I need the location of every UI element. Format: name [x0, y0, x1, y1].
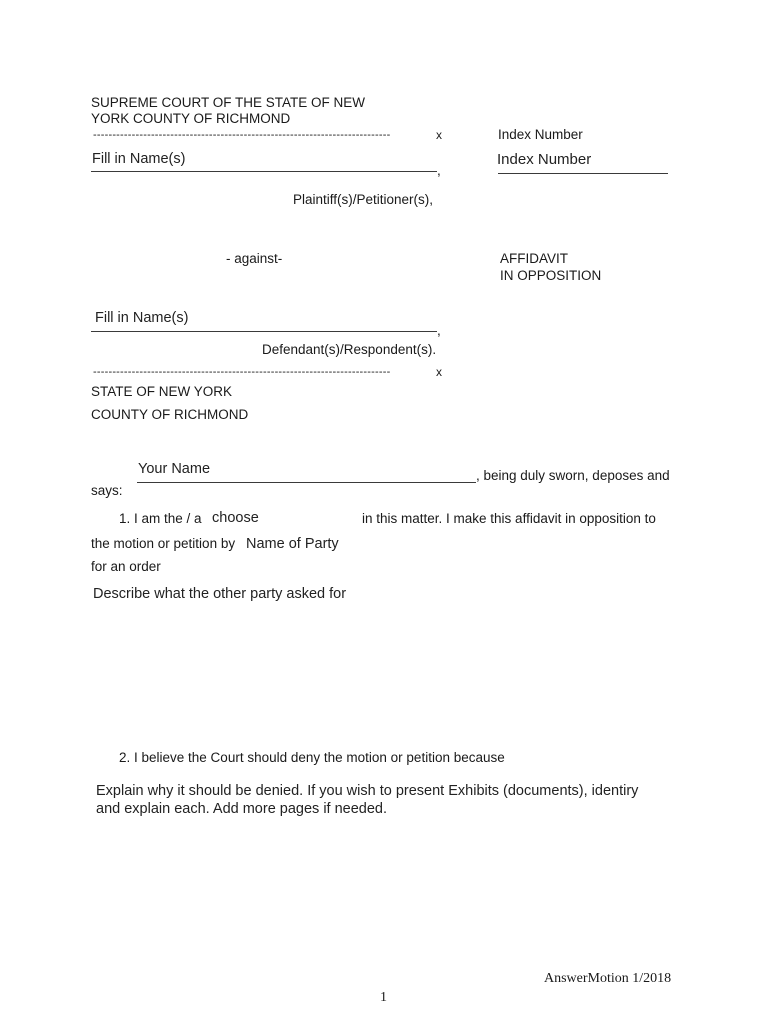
venue-county: COUNTY OF RICHMOND — [91, 407, 249, 422]
party-name-field[interactable]: Name of Party — [246, 536, 339, 552]
defendant-name-underline — [91, 331, 437, 332]
court-name-line-2: YORK COUNTY OF RICHMOND — [91, 111, 291, 126]
index-number-field[interactable]: Index Number — [497, 151, 592, 168]
affidavit-title-line-1: AFFIDAVIT — [500, 251, 569, 266]
para1-for-an-order: for an order — [91, 559, 161, 574]
sworn-text: , being duly sworn, deposes and — [476, 468, 670, 483]
affidavit-title-line-2: IN OPPOSITION — [500, 268, 602, 283]
index-number-underline — [498, 173, 668, 174]
form-id: AnswerMotion 1/2018 — [544, 971, 672, 986]
plaintiff-line-comma: , — [437, 163, 441, 178]
court-name-line-1: SUPREME COURT OF THE STATE OF NEW — [91, 95, 366, 110]
index-number-label: Index Number — [498, 127, 583, 142]
para2-text: 2. I believe the Court should deny the motion or petition because — [119, 750, 505, 765]
defendant-label: Defendant(s)/Respondent(s). — [262, 342, 437, 357]
defendant-line-comma: , — [437, 323, 441, 338]
para1-line2-prefix: the motion or petition by — [91, 536, 236, 551]
deponent-name-field[interactable]: Your Name — [138, 461, 211, 477]
role-select-field[interactable]: choose — [212, 510, 259, 526]
caption-separator-bottom: ----------------------------------------------------------------------------- — [93, 366, 391, 378]
against-text: - against- — [226, 251, 283, 266]
venue-state: STATE OF NEW YORK — [91, 384, 233, 399]
caption-separator-top: ----------------------------------------------------------------------------- — [93, 129, 391, 141]
defendant-name-field[interactable]: Fill in Name(s) — [95, 310, 189, 326]
plaintiff-name-underline — [91, 171, 437, 172]
says-text: says: — [91, 483, 123, 498]
denial-explanation-line-2[interactable]: and explain each. Add more pages if needed. — [96, 801, 388, 817]
order-description-field[interactable]: Describe what the other party asked for — [93, 586, 347, 602]
deponent-name-underline — [137, 482, 476, 483]
para1-middle-text: in this matter. I make this affidavit in opposition to — [362, 511, 656, 526]
denial-explanation-line-1[interactable]: Explain why it should be denied. If you wish to present Exhibits (documents), identiry — [96, 783, 639, 799]
plaintiff-label: Plaintiff(s)/Petitioner(s), — [293, 192, 434, 207]
page-number: 1 — [380, 990, 387, 1005]
plaintiff-name-field[interactable]: Fill in Name(s) — [92, 151, 186, 167]
para1-prefix: 1. I am the / a — [119, 511, 202, 526]
separator-x-mark-top: x — [436, 128, 442, 142]
separator-x-mark-bottom: x — [436, 365, 442, 379]
